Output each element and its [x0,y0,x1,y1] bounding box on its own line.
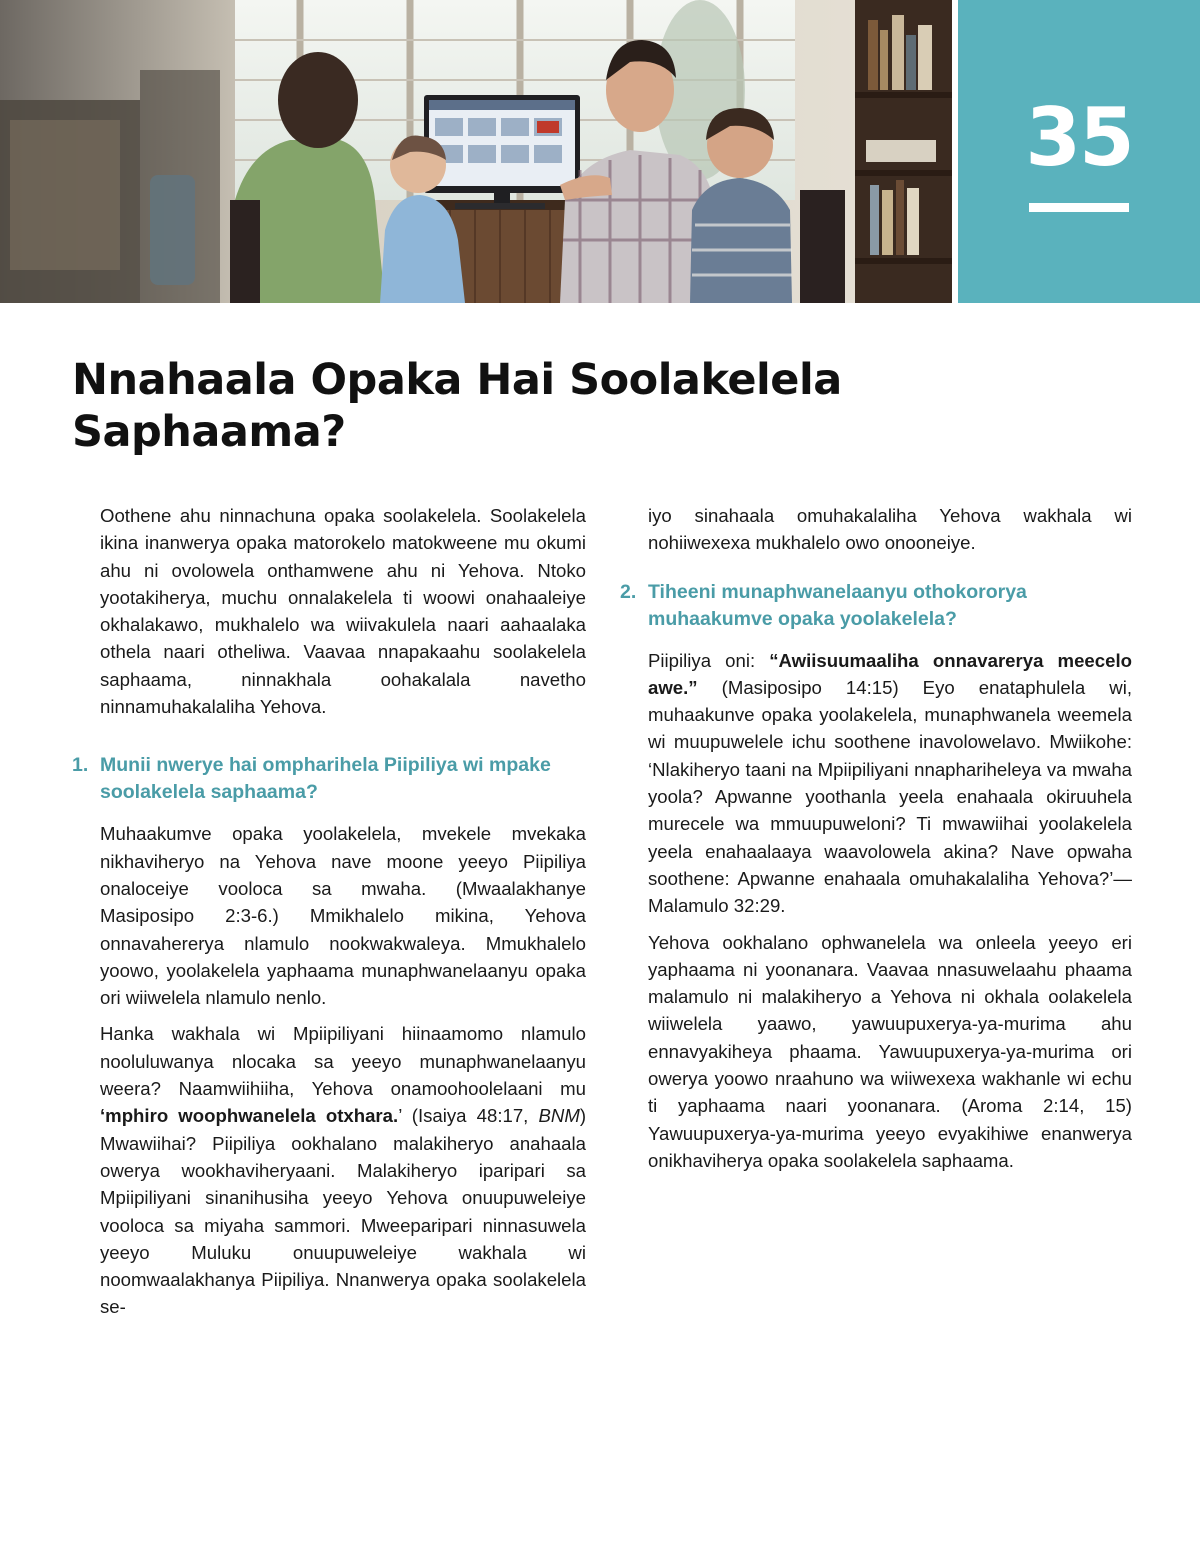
p2-text-a: Hanka wakhala wi Mpiipiliyani hiinaamomo nlamulo nooluluwanya nlocaka sa yeeyo munaphwanelaanyu weera? Naamwiihiiha, Yehova onamoohoolelaani mu [100,1023,586,1100]
intro-paragraph: Oothene ahu ninnachuna opaka soolakelela. Soolakelela ikina inanwerya opaka matorokelo matokweene mu okumi ahu ni ovolowela onthamwene ahu ni Yehova. Ntoko yootakiherya, muchu onnalakelela ti woowi onahaaleiye okhalakawo, mukhalelo wa wiivakulela naari aahaalaka othela naari otheliwa. Vaavaa nnapakaahu soolakelela saphaama, ninnakhala oohakalala navetho ninnamuhakalaliha Yehova. [100,505,586,718]
lesson-number-underline [1029,203,1129,212]
lesson-number: 35 [1025,91,1133,184]
page-title [72,354,972,458]
right-column [620,502,1132,1183]
question-2-text: Tiheeni munaphwanelaanyu othokororya muhaakumve opaka yoolakelela? [648,580,1027,630]
left-column [72,502,586,1330]
answer-1-paragraph-1: Muhaakumve opaka yoolakelela, mvekele mvekaka nikhaviheryo na Yehova nave moone yeeyo Piipiliya onaloceiye vooloca sa mwaha. (Mwaalakhanye Masiposipo 2:3-6.) Mmikhalelo mikina, Yehova onnavahererya nlamulo nookwakwaleya. Mmukhalelo yoowo, yoolakelela yaphaama munaphwanelaanyu opaka ori wiiwelela nlamulo nenlo. [100,823,586,1009]
question-2-heading [620,579,1132,633]
page-title-line1: Nnahaala Opaka Hai Soolakelela [72,355,842,405]
answer-2-paragraph-1 [648,647,1132,920]
lesson-number-badge [958,0,1200,303]
bible-version-abbrev: BNM [538,1105,580,1127]
answer-2-paragraph-2: Yehova ookhalano ophwanelela wa onleela yeeyo eri yaphaama ni yoonanara. Vaavaa nnasuwelaahu phaama malamulo ni malakiheryo a Yehova ni okhala oolakelela wiiwelela yaawo, yawuupuxerya-ya-murima ahu ennavyakiheya phaama. Yawuupuxerya-ya-murima ori owerya yoowo nraahuno wa wiiwexexa wakhanle wi echu ti yaphaama naari yoonanara. (Aroma 2:14, 15) Yawuupuxerya-ya-murima yeeyo evyakihiwe enanwerya onikhaviherya opaka soolakelela saphaama. [648,931,1132,1171]
p2-text-c: ) Mwawiihai? Piipiliya ookhalano malakiheryo anahaala owerya wookhaviheryaani. Malakiheryo iparipari sa Mpiipiliyani sinanihusiha yeeyo Yehova onuupuweleiye vooloca sa miyaha sammori. Mweeparipari ninnasuwela yeeyo Muluku onuupuweleiye wakhala wi noomwaalakhanya Piipiliya. Nnanwerya opaka soolakelela se- [100,1105,587,1318]
scripture-quote-isaiah: ‘mphiro woophwanelela otxhara. [100,1105,399,1127]
hero-photo [0,0,952,303]
answer-1-paragraph-2 [100,1020,586,1320]
p3-text-a: Piipiliya oni: [648,649,770,671]
p3-text-b: (Masiposipo 14:15) Eyo enataphulela wi, muhaakunve opaka yoolakelela, munaphwanela weemela wi muupuwelele ichu soothene inavolowelavo. Mwiikohe: ‘Nlakiheryo taani na Mpiipiliyani nnaphariheleya va mwaha yoola? Apwanne yoothanla yeela enahaala okiruuhela murecele wa mmuupuweloni? Ti mwawiihai yoolakelela yeela enahaalaaya waavolowela akina? Nave opwaha soothene: Apwanne enahaala omuhakalaliha Yehova?’—Malamulo 32:29. [648,676,1132,917]
question-2-number: 2. [620,580,637,603]
continued-paragraph: iyo sinahaala omuhakalaliha Yehova wakhala wi nohiiwexexa mukhalelo owo onooneiye. [648,505,1132,554]
question-1-heading [72,752,586,806]
page-title-line2: Saphaama? [72,407,346,457]
scripture-quote-proverbs: “Awiisuumaaliha onnavarerya meecelo awe.” [648,649,1132,698]
p2-text-b: ’ (Isaiya 48:17, [398,1105,539,1127]
question-1-text: Munii nwerye hai ompharihela Piipiliya wi mpake soolakelela saphaama? [100,754,551,804]
question-1-number: 1. [72,754,89,777]
family-at-computer-illustration [0,0,952,303]
